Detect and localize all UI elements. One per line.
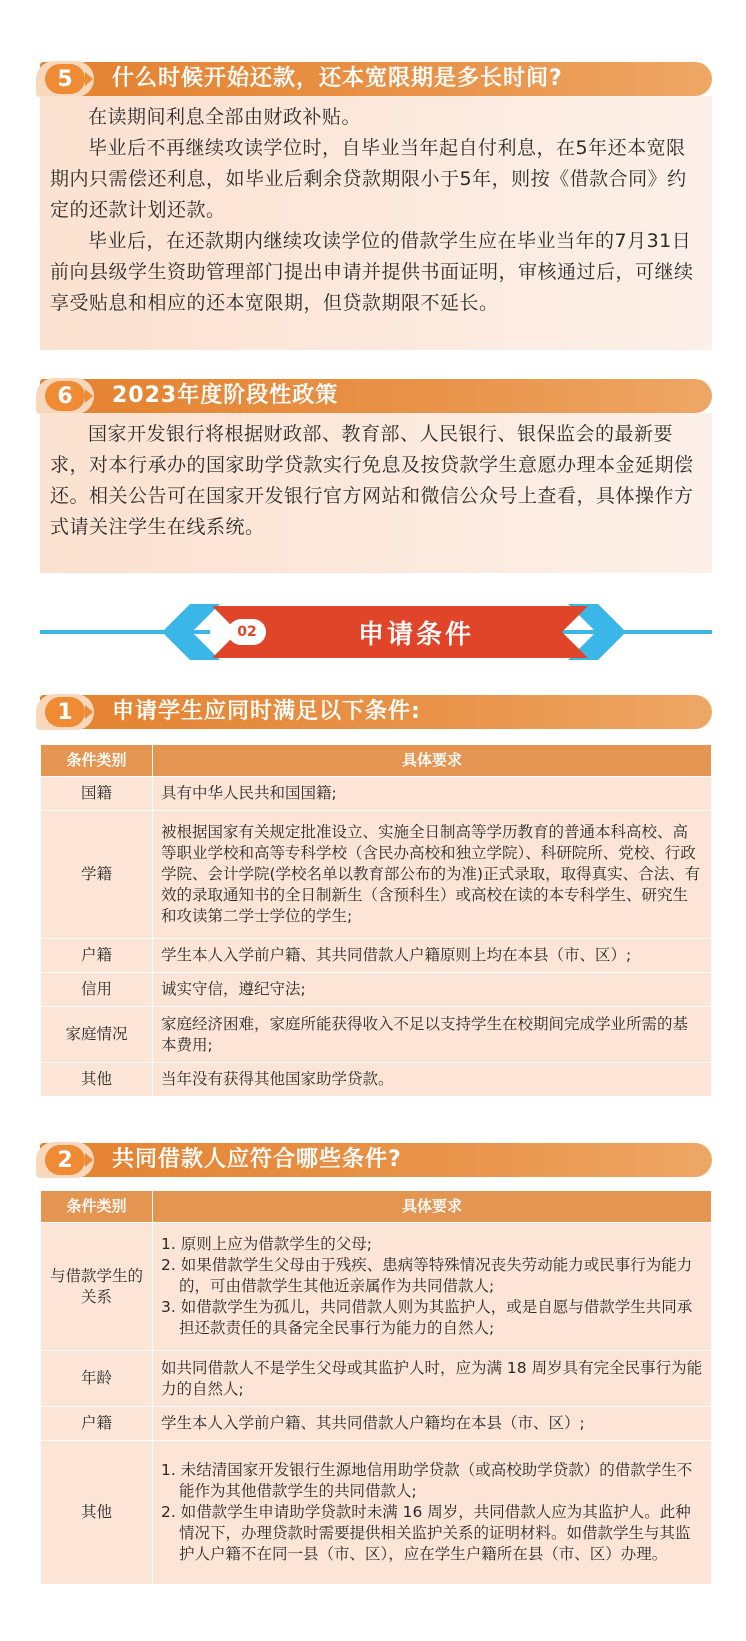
requirement-cell (153, 1441, 712, 1585)
condition-header-2 (40, 1143, 712, 1177)
category-cell: 其他 (41, 1441, 153, 1585)
section-number-badge (36, 378, 94, 414)
table-row (41, 1223, 712, 1351)
requirement-text: 具有中华人民共和国国籍; (161, 784, 337, 802)
column-header: 具体要求 (153, 745, 712, 777)
requirement-cell (153, 777, 712, 811)
category-cell: 国籍 (41, 777, 153, 811)
paragraph: 毕业后不再继续攻读学位时，自毕业当年起自付利息，在5年还本宽限期内只需偿还利息，如毕业后剩余贷款期限小于5年，则按《借款合同》约定的还款计划还款。 (50, 137, 687, 221)
table-row (41, 1063, 712, 1097)
table-row (41, 1407, 712, 1441)
category-cell: 家庭情况 (41, 1007, 153, 1063)
column-header: 具体要求 (153, 1191, 712, 1223)
section-title: 2023年度阶段性政策 (112, 383, 339, 408)
requirement-text: 如共同借款人不是学生父母或其监护人时，应为满 18 周岁具有完全民事行为能力的自然人; (161, 1358, 703, 1398)
table-header-row (41, 745, 712, 777)
paragraph: 国家开发银行将根据财政部、教育部、人民银行、银保监会的最新要求，对本行承办的国家助学贷款实行免息及按贷款学生意愿办理本金延期偿还。相关公告可在国家开发银行官方网站和微信公众号上查看，具体操作方式请关注学生在线系统。 (50, 423, 694, 538)
requirement-text: 被根据国家有关规定批准设立、实施全日制高等学历教育的普通本科高校、高等职业学校和高等专科学校（含民办高校和独立学院）、科研院所、党校、行政学院、会计学院(学校名单以教育部公布的为准)正式录取，取得真实、合法、有效的录取通知书的全日制新生（含预科生）或高校在读的本专科学生、研究生和攻读第二学士学位的学生; (161, 823, 701, 925)
table-row (41, 777, 712, 811)
category-cell: 年龄 (41, 1351, 153, 1407)
requirement-cell (153, 1407, 712, 1441)
section-title: 共同借款人应符合哪些条件? (112, 1147, 402, 1172)
section-number: 5 (45, 64, 85, 94)
divider-badge: 02 (228, 619, 266, 645)
requirement-item: 1. 原则上应为借款学生的父母; (161, 1235, 372, 1253)
requirement-cell (153, 973, 712, 1007)
applicant-conditions-table (40, 744, 712, 1097)
table-row (41, 1007, 712, 1063)
requirement-text: 诚实守信，遵纪守法; (161, 980, 306, 998)
paragraph: 在读期间利息全部由财政补贴。 (88, 106, 362, 128)
section-number: 1 (45, 697, 85, 727)
section-number: 2 (45, 1145, 85, 1175)
table-header-row (41, 1191, 712, 1223)
column-header: 条件类别 (41, 1191, 153, 1223)
requirement-cell (153, 1223, 712, 1351)
requirement-cell (153, 1351, 712, 1407)
requirement-item: 2. 如果借款学生父母由于残疾、患病等特殊情况丧失劳动能力或民事行为能力的，可由借款学生其他近亲属作为共同借款人; (161, 1256, 693, 1295)
requirement-text: 当年没有获得其他国家助学贷款。 (161, 1070, 394, 1088)
category-cell: 其他 (41, 1063, 153, 1097)
condition-header-1 (40, 695, 712, 729)
requirement-cell (153, 811, 712, 939)
requirement-text: 学生本人入学前户籍、其共同借款人户籍原则上均在本县（市、区）; (161, 946, 632, 964)
section-title: 申请学生应同时满足以下条件: (112, 699, 421, 724)
section-6-panel (40, 413, 712, 573)
table-row (41, 1441, 712, 1585)
requirement-cell (153, 1063, 712, 1097)
co-borrower-conditions-table (40, 1190, 712, 1585)
category-cell: 户籍 (41, 939, 153, 973)
category-cell: 与借款学生的关系 (41, 1223, 153, 1351)
table-row (41, 939, 712, 973)
section-number-badge (36, 1142, 94, 1178)
section-title: 什么时候开始还款，还本宽限期是多长时间? (112, 66, 563, 91)
category-cell: 学籍 (41, 811, 153, 939)
section-number-badge (36, 694, 94, 730)
section-number: 6 (45, 381, 85, 411)
paragraph: 毕业后，在还款期内继续攻读学位的借款学生应在毕业当年的7月31日前向县级学生资助管理部门提出申请并提供书面证明，审核通过后，可继续享受贴息和相应的还本宽限期，但贷款期限不延长。 (50, 230, 694, 314)
table-row (41, 811, 712, 939)
requirement-text: 学生本人入学前户籍、其共同借款人户籍均在本县（市、区）; (161, 1414, 585, 1432)
category-cell: 信用 (41, 973, 153, 1007)
category-cell: 户籍 (41, 1407, 153, 1441)
table-row (41, 973, 712, 1007)
requirement-item: 1. 未结清国家开发银行生源地信用助学贷款（或高校助学贷款）的借款学生不能作为其他借款学生的共同借款人; (161, 1461, 693, 1500)
section-header-6 (40, 379, 712, 413)
section-5-panel (40, 96, 712, 350)
requirement-item: 3. 如借款学生为孤儿，共同借款人则为其监护人，或是自愿与借款学生共同承担还款责任的具备完全民事行为能力的自然人; (161, 1298, 693, 1337)
section-number-badge (36, 61, 94, 97)
divider-title: 申请条件 (358, 620, 475, 650)
requirement-text: 家庭经济困难，家庭所能获得收入不足以支持学生在校期间完成学业所需的基本费用; (161, 1014, 689, 1054)
table-row (41, 1351, 712, 1407)
section-header-5 (40, 62, 712, 96)
requirement-cell (153, 1007, 712, 1063)
requirement-cell (153, 939, 712, 973)
column-header: 条件类别 (41, 745, 153, 777)
section-divider (40, 600, 712, 660)
requirement-item: 2. 如借款学生申请助学贷款时未满 16 周岁，共同借款人应为其监护人。此种情况下，办理贷款时需要提供相关监护关系的证明材料。如借款学生与其监护人户籍不在同一县（市、区），应在学生户籍所在县（市、区）办理。 (161, 1503, 691, 1563)
